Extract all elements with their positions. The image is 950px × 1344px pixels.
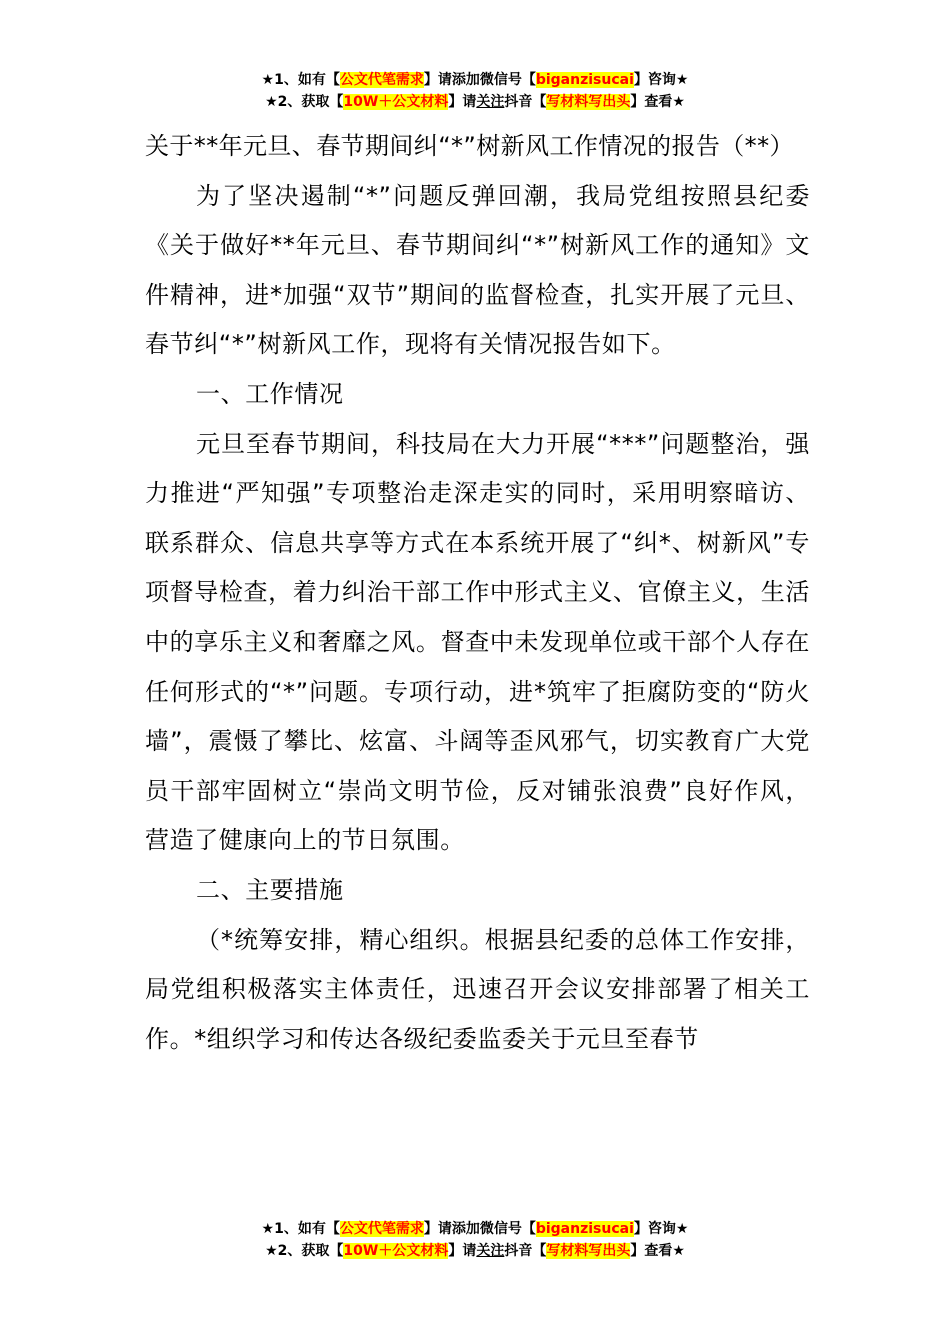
- banner-line-1: [0, 69, 950, 91]
- banner-text: 】查看★: [630, 94, 685, 110]
- work-status-paragraph: 元旦至春节期间，科技局在大力开展“***”问题整治，强力推进“严知强”专项整治走深走实的同时，采用明察暗访、联系群众、信息共享等方式在本系统开展了“纠*、树新风”专项督导检查，着力纠治干部工作中形式主义、官僚主义，生活中的享乐主义和奢靡之风。督查中未发现单位或干部个人存在任何形式的“*”问题。专项行动，进*筑牢了拒腐防变的“防火墙”，震慑了攀比、炫富、斗阔等歪风邪气，切实教育广大党员干部牢固树立“崇尚文明节俭，反对铺张浪费”良好作风，营造了健康向上的节日氛围。: [145, 429, 810, 855]
- banner-text: 】请添加微信号【: [423, 1221, 536, 1237]
- banner-text: 】查看★: [630, 1243, 685, 1259]
- banner-underlined-text: 关注: [476, 94, 505, 110]
- douyin-account-highlight: 写材料写出头: [546, 1243, 631, 1259]
- banner-text: 抖音【: [504, 94, 547, 110]
- banner-text: ★1、如有【: [261, 72, 340, 88]
- main-measures-paragraph: （*统筹安排，精心组织。根据县纪委的总体工作安排，局党组积极落实主体责任，迅速召开会议安排部署了相关工作。*组织学习和传达各级纪委监委关于元旦至春节: [145, 925, 810, 1053]
- banner-text: 抖音【: [504, 1243, 547, 1259]
- banner-text: 】请: [448, 94, 477, 110]
- banner-text: ★2、获取【: [265, 1243, 344, 1259]
- banner-underlined-text: 关注: [476, 1243, 505, 1259]
- wechat-id-highlight: biganzisucai: [535, 72, 634, 88]
- banner-highlight: 10W＋公文材料: [343, 1243, 449, 1259]
- document-body: [145, 122, 810, 1064]
- banner-text: ★2、获取【: [265, 94, 344, 110]
- banner-text: 】请添加微信号【: [423, 72, 536, 88]
- section-heading-work-status: 一、工作情况: [196, 379, 344, 408]
- banner-text: 】咨询★: [633, 72, 689, 88]
- header-banner: [0, 69, 950, 113]
- banner-line-2: [0, 91, 950, 113]
- wechat-id-highlight: biganzisucai: [535, 1221, 634, 1237]
- banner-text: ★1、如有【: [261, 1221, 340, 1237]
- document-title: 关于**年元旦、春节期间纠“*”树新风工作情况的报告（**）: [145, 132, 794, 160]
- banner-text: 】请: [448, 1243, 477, 1259]
- intro-paragraph: 为了坚决遏制“*”问题反弹回潮，我局党组按照县纪委《关于做好**年元旦、春节期间纠“*”树新风工作的通知》文件精神，进*加强“双节”期间的监督检查，扎实开展了元旦、春节纠“*”树新风工作，现将有关情况报告如下。: [145, 181, 810, 359]
- banner-text: 】咨询★: [633, 1221, 689, 1237]
- banner-highlight: 公文代笔需求: [339, 72, 424, 88]
- footer-banner: [0, 1218, 950, 1262]
- banner-highlight: 公文代笔需求: [339, 1221, 424, 1237]
- banner-highlight: 10W＋公文材料: [343, 94, 449, 110]
- banner-line-2: [0, 1240, 950, 1262]
- section-heading-main-measures: 二、主要措施: [196, 875, 344, 904]
- douyin-account-highlight: 写材料写出头: [546, 94, 631, 110]
- banner-line-1: [0, 1218, 950, 1240]
